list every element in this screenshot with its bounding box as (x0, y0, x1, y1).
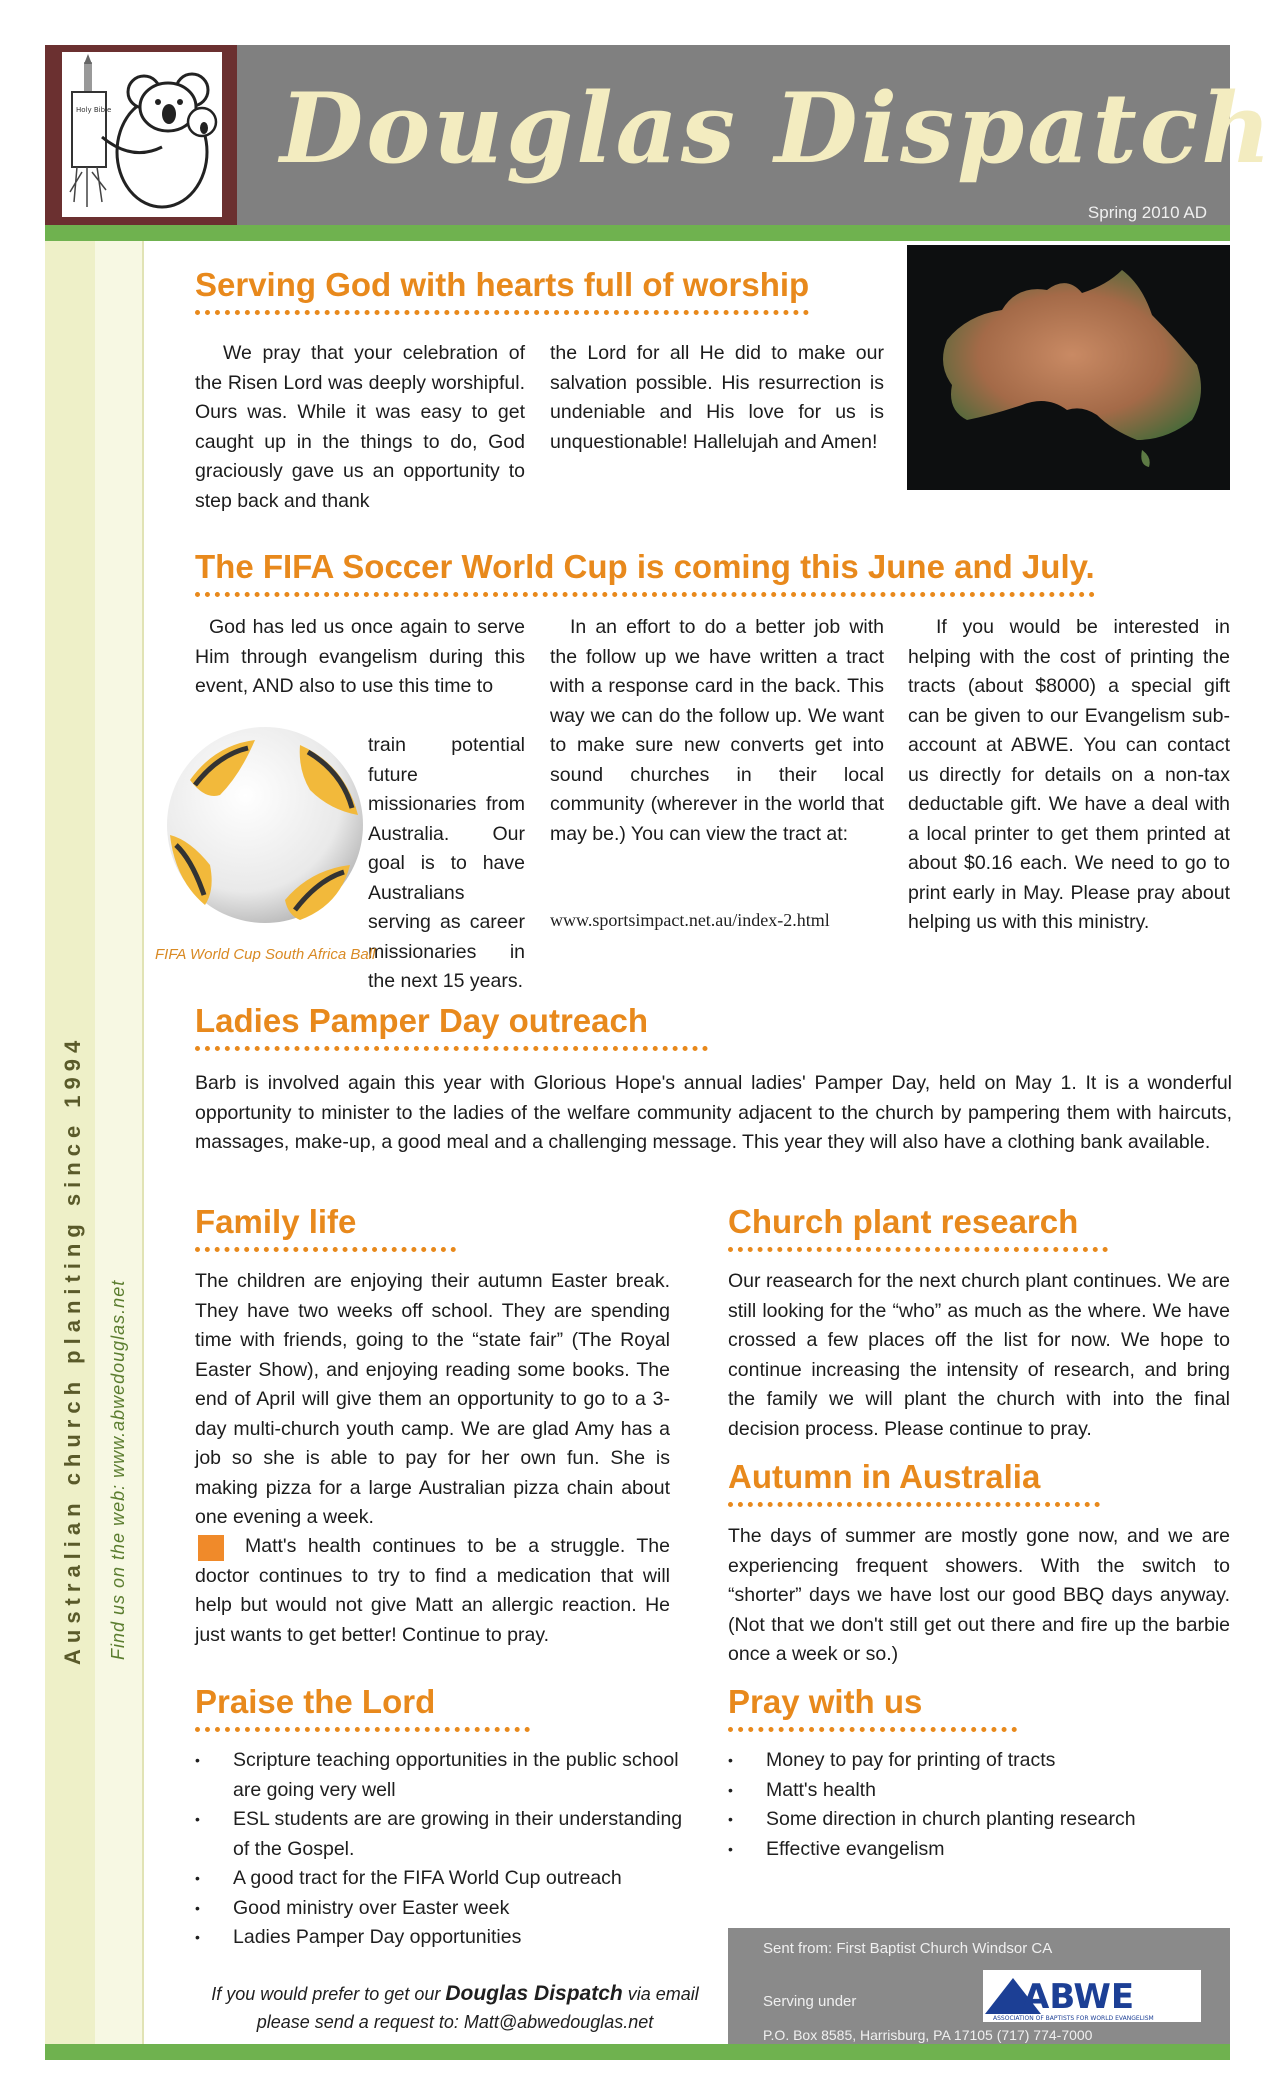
tract-url-link[interactable]: www.sportsimpact.net.au/index-2.html (550, 910, 830, 930)
issue-date: Spring 2010 AD (1087, 203, 1207, 222)
footer-sent-from: Sent from: First Baptist Church Windsor CA (763, 1940, 1053, 1957)
fifa-text-col2: In an effort to do a better job with the follow up we have written a tract with a response card in the back. This way we can do the follow up. We want to make sure new converts get into sound churches in their local community (wherever in the world that may be.) You can view the tract at: (550, 616, 884, 845)
list-item: • Matt's health (728, 1776, 1228, 1806)
email-line2[interactable]: please send a request to: Matt@abwedouglas.net (256, 2012, 654, 2032)
praise-heading: Praise the Lord (195, 1683, 530, 1732)
fifa-heading: The FIFA Soccer World Cup is coming this June and July. (195, 548, 1095, 597)
footer-divider (45, 2044, 1230, 2060)
abwe-logo-subtext: ASSOCIATION OF BAPTISTS FOR WORLD EVANGELISM (993, 2015, 1154, 2022)
list-item: • ESL students are are growing in their understanding of the Gospel. (195, 1805, 695, 1864)
koala-bible-logo (62, 52, 222, 217)
logo-bible-text: Holy Bible (76, 106, 112, 114)
australia-satellite-image (907, 245, 1230, 490)
serving-text-col2: the Lord for all He did to make our salvation possible. His resurrection is undeniable and His love for us is unquestionable! Hallelujah and Amen! (550, 342, 884, 453)
family-heading: Family life (195, 1203, 456, 1252)
autumn-text: The days of summer are mostly gone now, and we are experiencing frequent showers. With the switch to “shorter” days we have lost our good BBQ days anyway. (Not that we don't still get out there and fire up the barbie once a week or so.) (728, 1525, 1230, 1665)
email-line1-name: Douglas Dispatch (445, 1982, 623, 2005)
praise-list (195, 1746, 695, 1953)
family-health-text: Matt's health continues to be a struggle. The doctor continues to try to find a medication that will help but would not give Matt an allergic reaction. He just wants to get better! Continue to pray. (195, 1535, 670, 1646)
list-item: • Ladies Pamper Day opportunities (195, 1923, 695, 1953)
footer-address: P.O. Box 8585, Harrisburg, PA 17105 (717) 774-7000 (763, 2027, 1093, 2043)
list-item: • Scripture teaching opportunities in the public school are going very well (195, 1746, 695, 1805)
footer-serving-under: Serving under (763, 1993, 857, 2010)
soccer-ball-caption: FIFA World Cup South Africa Ball (155, 946, 376, 963)
ladies-heading: Ladies Pamper Day outreach (195, 1002, 708, 1051)
sidebar-strip-light (95, 241, 144, 2044)
church-heading: Church plant research (728, 1203, 1108, 1252)
list-item: • Good ministry over Easter week (195, 1894, 695, 1924)
abwe-logo-text: ABWE (1023, 1977, 1135, 2017)
serving-text-col1: We pray that your celebration of the Risen Lord was deeply worshipful. Ours was. While it was easy to get caught up in the things to do, God graciously gave us an opportunity to step back and thank (195, 342, 525, 512)
soccer-ball-image (160, 720, 370, 930)
sidebar-tagline: Australian church planiting since 1994 (60, 1034, 85, 1665)
family-text: The children are enjoying their autumn Easter break. They have two weeks off school. They are spending time with friends, going to the “state fair” (The Royal Easter Show), and enjoying reading some books. The end of April will give them an opportunity to go to a 3-day multi-church youth camp. We are glad Amy has a job so she is able to pay for her own fun. She is making pizza for a large Australian pizza chain about one evening a week. (195, 1270, 670, 1528)
sidebar-web-link[interactable]: Find us on the web: www.abwedouglas.net (108, 1279, 128, 1660)
newsletter-title: Douglas Dispatch (280, 72, 1275, 185)
fifa-text-col1-wrap: train potential future missionaries from Australia. Our goal is to have Australians serving as career missionaries in the next 15 years. (368, 734, 525, 992)
list-item: • Effective evangelism (728, 1835, 1228, 1865)
list-item: • A good tract for the FIFA World Cup outreach (195, 1864, 695, 1894)
ladies-text: Barb is involved again this year with Glorious Hope's annual ladies' Pamper Day, held on May 1. It is a wonderful opportunity to minister to the ladies of the welfare community adjacent to the church by pampering them with haircuts, massages, make-up, a good meal and a challenging message. This year they will also have a clothing bank available. (195, 1072, 1232, 1153)
list-item: • Money to pay for printing of tracts (728, 1746, 1228, 1776)
pray-heading: Pray with us (728, 1683, 1017, 1732)
fifa-text-col3: If you would be interested in helping with the cost of printing the tracts (about $8000) a special gift can be given to our Evangelism sub-account at ABWE. You can contact us directly for details on a non-tax deductable gift. We have a deal with a local printer to get them printed at about $0.16 each. We need to go to print early in May. Please pray about helping us with this ministry. (908, 616, 1230, 933)
email-request (175, 1980, 735, 2036)
fifa-text-col1-top: God has led us once again to serve Him through evangelism during this event, AND also to use this time to (195, 616, 525, 697)
serving-heading: Serving God with hearts full of worship (195, 266, 809, 315)
header-divider (45, 225, 1230, 241)
list-item: • Some direction in church planting research (728, 1805, 1228, 1835)
email-line1-pre: If you would prefer to get our (211, 1984, 441, 2004)
church-text: Our reasearch for the next church plant continues. We are still looking for the “who” as much as the where. We have crossed a few places off the list for now. We hope to continue increasing the intensity of research, and bring the family we will plant the church with into the final decision process. Please continue to pray. (728, 1270, 1230, 1440)
abwe-logo (983, 1970, 1201, 2022)
autumn-heading: Autumn in Australia (728, 1458, 1100, 1507)
pray-list (728, 1746, 1228, 1864)
email-line1-post: via email (627, 1984, 699, 2004)
